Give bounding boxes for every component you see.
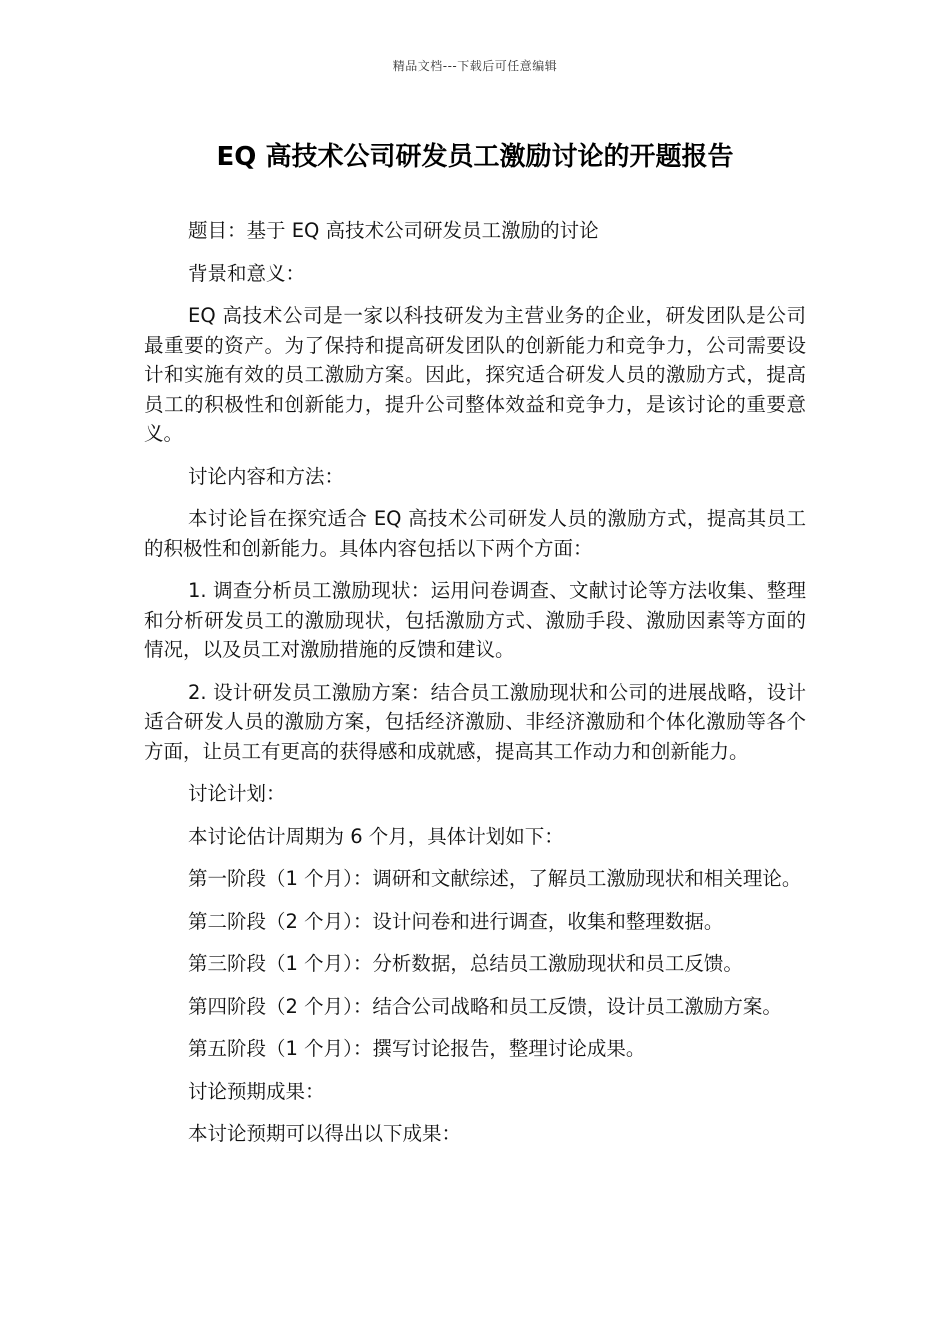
section-heading-background: 背景和意义： [188, 261, 306, 285]
content-item-1: 1. 调查分析员工激励现状：运用问卷调查、文献讨论等方法收集、整理和分析研发员工的激励现状，包括激励方式、激励手段、激励因素等方面的情况，以及员工对激励措施的反馈和建议。 [144, 579, 806, 661]
expected-results-intro: 本讨论预期可以得出以下成果： [188, 1122, 462, 1145]
plan-stage-1: 第一阶段（1 个月）：调研和文献综述，了解员工激励现状和相关理论。 [188, 867, 802, 890]
content-item-2: 2. 设计研发员工激励方案：结合员工激励现状和公司的进展战略，设计适合研发人员的激励方案，包括经济激励、非经济激励和个体化激励等各个方面，让员工有更高的获得感和成就感，提高其工作动力和创新能力。 [144, 680, 806, 763]
content-intro-paragraph: 本讨论旨在探究适合 EQ 高技术公司研发人员的激励方式，提高其员工的积极性和创新能力。具体内容包括以下两个方面： [144, 507, 806, 560]
background-paragraph: EQ 高技术公司是一家以科技研发为主营业务的企业，研发团队是公司最重要的资产。为了保持和提高研发团队的创新能力和竞争力，公司需要设计和实施有效的员工激励方案。因此，探究适合研发人员的激励方式，提高员工的积极性和创新能力，提升公司整体效益和竞争力，是该讨论的重要意义。 [144, 304, 806, 445]
topic-line: 题目：基于 EQ 高技术公司研发员工激励的讨论 [188, 219, 599, 242]
section-heading-plan: 讨论计划： [188, 782, 286, 805]
plan-stage-5: 第五阶段（1 个月）：撰写讨论报告，整理讨论成果。 [188, 1037, 646, 1060]
plan-stage-4: 第四阶段（2 个月）：结合公司战略和员工反馈，设计员工激励方案。 [188, 994, 782, 1018]
document-body [144, 216, 806, 1162]
section-heading-expected-results: 讨论预期成果： [188, 1079, 325, 1103]
plan-intro: 本讨论估计周期为 6 个月，具体计划如下： [188, 824, 564, 848]
plan-stage-3: 第三阶段（1 个月）：分析数据，总结员工激励现状和员工反馈。 [188, 952, 743, 975]
document-title: EQ 高技术公司研发员工激励讨论的开题报告 [216, 142, 734, 172]
plan-stage-2: 第二阶段（2 个月）：设计问卷和进行调查，收集和整理数据。 [188, 909, 724, 933]
header-note: 精品文档---下载后可任意编辑 [392, 59, 558, 73]
section-heading-content-method: 讨论内容和方法： [188, 464, 345, 488]
